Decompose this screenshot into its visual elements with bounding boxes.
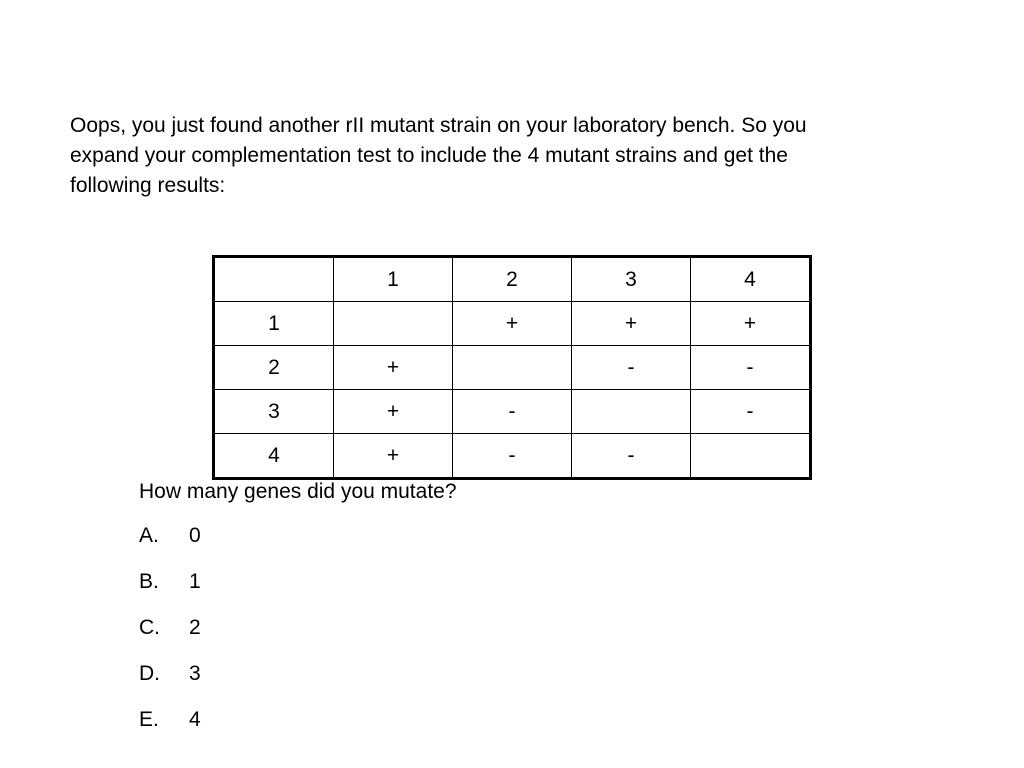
table-row xyxy=(214,302,811,346)
choice-text: 0 xyxy=(189,524,201,547)
choice-text: 1 xyxy=(189,570,201,593)
row-header: 2 xyxy=(214,346,334,390)
column-header: 4 xyxy=(691,257,811,302)
row-header: 4 xyxy=(214,434,334,479)
question-text: How many genes did you mutate? xyxy=(139,480,457,503)
table-cell: + xyxy=(572,302,691,346)
choice-letter: C. xyxy=(139,616,160,639)
table-row xyxy=(214,434,811,479)
table-cell: + xyxy=(334,346,453,390)
table-corner-cell xyxy=(214,257,334,302)
table-cell: + xyxy=(334,390,453,434)
column-header: 1 xyxy=(334,257,453,302)
table-cell: - xyxy=(572,434,691,479)
table-cell: + xyxy=(691,302,811,346)
row-header: 1 xyxy=(214,302,334,346)
table-row xyxy=(214,346,811,390)
choice-e xyxy=(139,706,201,752)
choice-text: 3 xyxy=(189,662,201,685)
choice-letter: E. xyxy=(139,708,159,731)
choice-a xyxy=(139,522,201,568)
column-header: 3 xyxy=(572,257,691,302)
table-cell: - xyxy=(572,346,691,390)
intro-paragraph: Oops, you just found another rII mutant strain on your laboratory bench. So you expand your complementation test to include the 4 mutant strains and get the following results: xyxy=(70,114,807,197)
choice-text: 4 xyxy=(189,708,201,731)
column-header: 2 xyxy=(453,257,572,302)
choice-d xyxy=(139,660,201,706)
table-cell xyxy=(453,346,572,390)
table-cell xyxy=(572,390,691,434)
table-cell: - xyxy=(453,390,572,434)
table-cell xyxy=(334,302,453,346)
choice-letter: A. xyxy=(139,524,159,547)
table-cell: - xyxy=(691,346,811,390)
table-cell xyxy=(691,434,811,479)
choice-letter: B. xyxy=(139,570,159,593)
table-cell: - xyxy=(691,390,811,434)
table-header-row xyxy=(214,257,811,302)
row-header: 3 xyxy=(214,390,334,434)
choice-text: 2 xyxy=(189,616,201,639)
answer-choices xyxy=(139,522,201,752)
complementation-table xyxy=(212,255,812,480)
table-row xyxy=(214,390,811,434)
table-cell: + xyxy=(334,434,453,479)
choice-letter: D. xyxy=(139,662,160,685)
choice-c xyxy=(139,614,201,660)
choice-b xyxy=(139,568,201,614)
table-cell: - xyxy=(453,434,572,479)
table-cell: + xyxy=(453,302,572,346)
